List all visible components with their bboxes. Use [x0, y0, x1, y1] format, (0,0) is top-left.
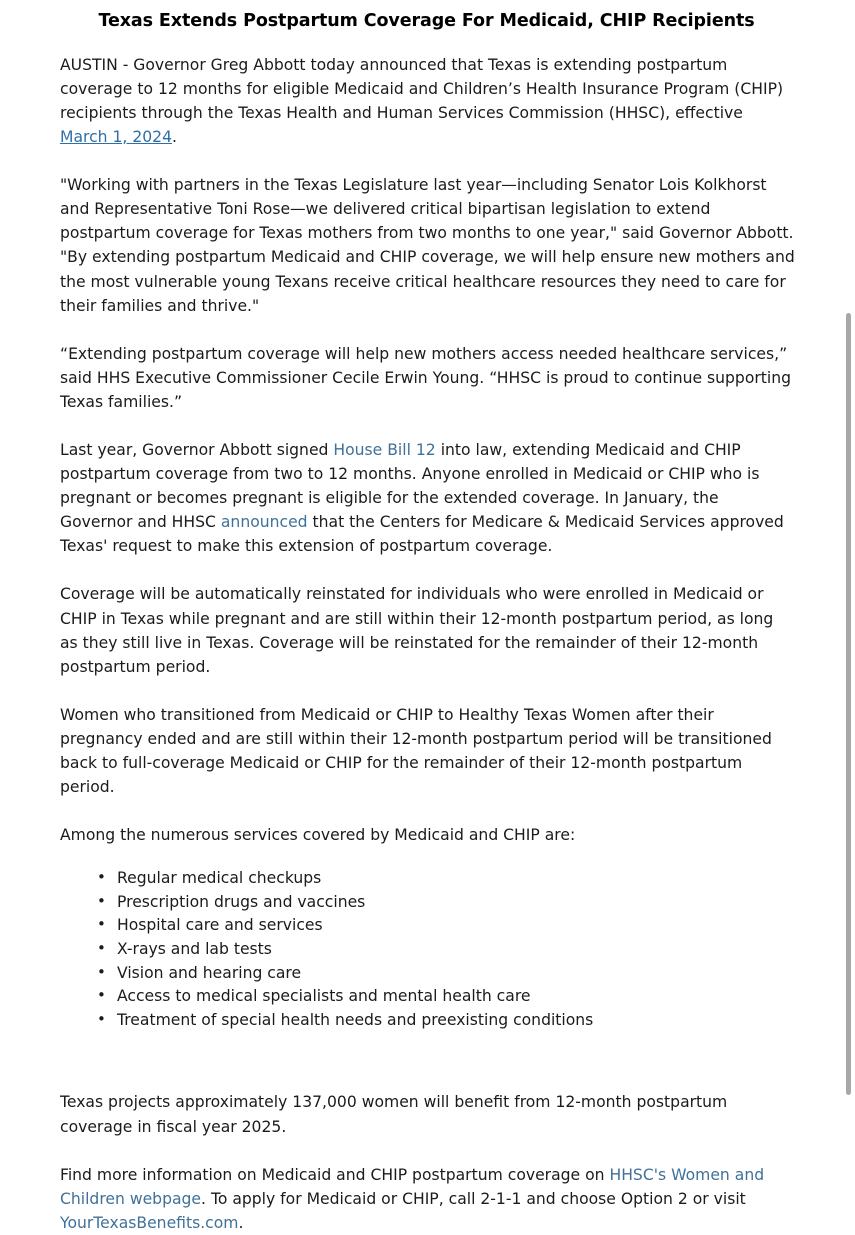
paragraph-announcement-text-before: AUSTIN - Governor Greg Abbott today announced that Texas is extending postpartum coverage to 12 months for eligible Medicaid and Children’s Health Insurance Program (CHIP) recipients through the Texas Health and Human Services Commission (HHSC), effective	[60, 55, 784, 122]
paragraph-reinstatement: Coverage will be automatically reinstated for individuals who were enrolled in Medicaid or CHIP in Texas while pregnant and are still within their 12-month postpartum period, as long as they still live in Texas. Coverage will be reinstated for the remainder of their 12-month postpartum period.	[60, 585, 774, 676]
paragraph-announcement-text-after: .	[172, 128, 177, 147]
spacer	[60, 1032, 795, 1090]
list-item: • Vision and hearing care	[97, 962, 795, 986]
services-list	[60, 867, 795, 1032]
paragraph-services-intro: Among the numerous services covered by Medicaid and CHIP are:	[60, 826, 576, 845]
paragraph-more-information-segment-2: . To apply for Medicaid or CHIP, call 2-1-1 and choose Option 2 or visit	[201, 1189, 746, 1208]
list-item: • Prescription drugs and vaccines	[97, 891, 795, 915]
paragraph-house-bill-segment-2: into law, extending Medicaid and CHIP postpartum coverage from two to 12 months. Anyone enrolled in Medicaid or CHIP who is pregnant or becomes pregnant is eligible for the extended coverage. In January, the Governor and HHSC	[60, 440, 760, 532]
paragraph-abbott-quote: "Working with partners in the Texas Legislature last year—including Senator Lois Kolkhorst and Representative Toni Rose—we delivered critical bipartisan legislation to extend postpartum coverage for Texas mothers from two months to one year," said Governor Abbott. "By extending postpartum Medicaid and CHIP coverage, we will help ensure new mothers and the most vulnerable young Texans receive critical healthcare resources they need to care for their families and thrive."	[60, 176, 795, 315]
spacer	[60, 1139, 795, 1163]
document-body	[0, 53, 855, 1235]
paragraph-healthy-texas-women: Women who transitioned from Medicaid or CHIP to Healthy Texas Women after their pregnancy ended and are still within their 12-month postpartum period will be transitioned back to full-coverage Medicaid or CHIP for the remainder of their 12-month postpartum period.	[60, 705, 772, 797]
list-item: • Hospital care and services	[97, 914, 795, 938]
list-item: • Treatment of special health needs and preexisting conditions	[97, 1009, 795, 1033]
link-house-bill-12[interactable]: House Bill 12	[333, 440, 436, 459]
list-item: • X-rays and lab tests	[97, 938, 795, 962]
spacer	[60, 799, 795, 823]
link-effective-date[interactable]: March 1, 2024	[60, 128, 173, 147]
scrollbar-thumb[interactable]	[846, 313, 851, 1095]
page-title: Texas Extends Postpartum Coverage For Medicaid, CHIP Recipients	[98, 11, 755, 31]
spacer	[0, 33, 855, 53]
link-hhsc-women-children-webpage[interactable]: HHSC's Women and Children webpage	[60, 1165, 765, 1208]
paragraph-house-bill-segment-3: that the Centers for Medicare & Medicaid Services approved Texas' request to make this extension of postpartum coverage.	[60, 513, 784, 556]
paragraph-house-bill	[60, 438, 795, 558]
spacer	[60, 149, 795, 173]
spacer	[60, 318, 795, 342]
link-announced[interactable]: announced	[220, 513, 308, 532]
paragraph-more-information-segment-1: Find more information on Medicaid and CHIP postpartum coverage on	[60, 1165, 610, 1184]
paragraph-house-bill-segment-1: Last year, Governor Abbott signed	[60, 440, 334, 459]
paragraph-more-information-segment-3: .	[238, 1213, 244, 1232]
spacer	[60, 414, 795, 438]
spacer	[60, 558, 795, 582]
paragraph-projection: Texas projects approximately 137,000 women will benefit from 12-month postpartum coverage in fiscal year 2025.	[60, 1093, 728, 1136]
paragraph-more-information	[60, 1163, 795, 1235]
paragraph-announcement	[60, 53, 795, 149]
list-item: • Access to medical specialists and mental health care	[97, 985, 795, 1009]
scrollbar-track[interactable]	[842, 0, 855, 1200]
spacer	[60, 847, 795, 867]
link-yourtexasbenefits[interactable]: YourTexasBenefits.com	[60, 1213, 239, 1232]
spacer	[60, 679, 795, 703]
list-item: • Regular medical checkups	[97, 867, 795, 891]
paragraph-young-quote: “Extending postpartum coverage will help new mothers access needed healthcare services,” said HHS Executive Commissioner Cecile Erwin Young. “HHSC is proud to continue supporting Texas families.”	[60, 344, 792, 411]
